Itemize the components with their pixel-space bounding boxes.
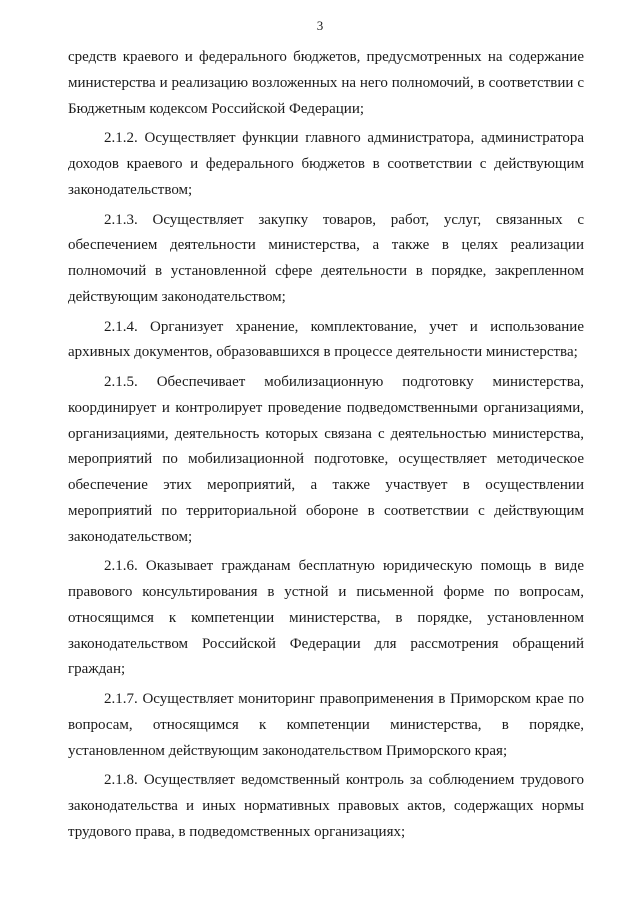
paragraph-2-1-7: 2.1.7. Осуществляет мониторинг правоприменения в Приморском крае по вопросам, относящимся к компетенции министерства, в порядке, установленном действующим законодательством Приморского края; [68,691,584,759]
page-number: 3 [316,18,324,33]
paragraph-2-1-3: 2.1.3. Осуществляет закупку товаров, работ, услуг, связанных с обеспечением деятельности министерства, а также в целях реализации полномочий в установленной сфере деятельности в порядке, закрепленном действующим законодательством; [68,211,584,305]
paragraph-2-1-5: 2.1.5. Обеспечивает мобилизационную подготовку министерства, координирует и контролирует проведение подведомственными организациями, организациями, деятельность которых связана с деятельностью министерства, мероприятий по мобилизационной подготовке, осуществляет методическое обеспечение этих мероприятий, а также участвует в осуществлении мероприятий по территориальной обороне в соответствии с действующим законодательством; [68,374,584,545]
paragraph-2-1-8: 2.1.8. Осуществляет ведомственный контроль за соблюдением трудового законодательства и иных нормативных правовых актов, содержащих нормы трудового права, в подведомственных организациях; [68,772,584,840]
paragraph-2-1-2: 2.1.2. Осуществляет функции главного администратора, администратора доходов краевого и федерального бюджетов в соответствии с действующим законодательством; [68,130,584,198]
paragraph-2-1-6: 2.1.6. Оказывает гражданам бесплатную юридическую помощь в виде правового консультирования в устной и письменной форме по вопросам, относящимся к компетенции министерства, в порядке, установленном законодательством Российской Федерации для рассмотрения обращений граждан; [68,558,584,678]
paragraph-2-1-4: 2.1.4. Организует хранение, комплектование, учет и использование архивных документов, образовавшихся в процессе деятельности министерства; [68,318,584,361]
document-body [68,45,584,850]
paragraph-continuation: средств краевого и федерального бюджетов, предусмотренных на содержание министерства и реализацию возложенных на него полномочий, в соответствии с Бюджетным кодексом Российской Федерации; [68,49,584,117]
